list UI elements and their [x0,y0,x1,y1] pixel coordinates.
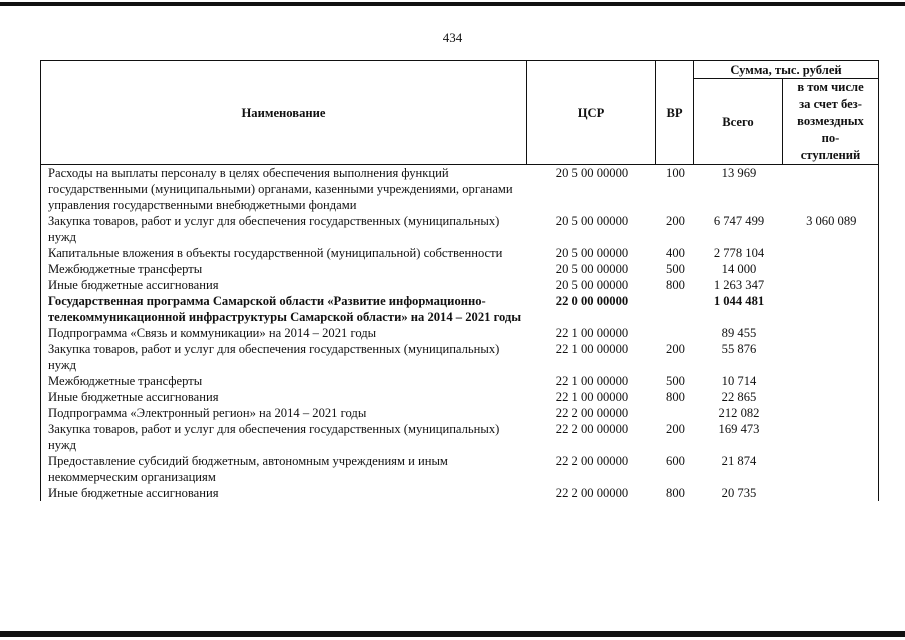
header-csr: ЦСР [527,61,656,165]
row-grant [783,485,879,501]
table-row [41,485,879,501]
row-total: 55 876 [721,342,757,356]
budget-table [40,60,879,501]
row-grant [783,405,879,421]
row-csr: 20 5 00 00000 [555,214,629,228]
row-grant [783,245,879,261]
row-total: 6 747 499 [713,214,765,228]
row-name: Закупка товаров, работ и услуг для обеспечения государственных (муниципальных) нужд [41,341,527,373]
table-row [41,213,879,245]
table-row [41,341,879,373]
bottom-rule [0,631,905,637]
row-total: 1 044 481 [713,294,765,308]
row-total: 169 473 [718,422,760,436]
row-csr: 22 1 00 00000 [555,342,629,356]
row-csr: 20 5 00 00000 [555,262,629,276]
row-vr: 800 [666,278,685,292]
row-name: Расходы на выплаты персоналу в целях обеспечения выполнения функций государственными (муниципальными) органами, казенными учреждениями, органами управления государственными внебюджетными фондами [41,165,527,214]
header-grant-line-2: за счет без- [799,97,862,111]
row-grant [783,325,879,341]
row-vr: 400 [666,246,685,260]
header-grant-line-3: возмездных [797,114,864,128]
row-name: Иные бюджетные ассигнования [41,277,527,293]
row-grant [783,165,879,214]
top-rule [0,2,905,6]
row-grant [783,373,879,389]
row-grant: 3 060 089 [783,213,879,245]
row-vr: 200 [666,214,685,228]
row-csr: 22 1 00 00000 [555,374,629,388]
table-row [41,389,879,405]
row-name: Предоставление субсидий бюджетным, автономным учреждениям и иным некоммерческим организациям [41,453,527,485]
row-total: 2 778 104 [713,246,765,260]
page-number: 434 [442,30,463,45]
header-total: Всего [694,79,783,165]
row-grant [783,277,879,293]
row-total: 22 865 [721,390,757,404]
row-name: Закупка товаров, работ и услуг для обеспечения государственных (муниципальных) нужд [41,421,527,453]
header-grant-line-1: в том числе [797,80,864,94]
header-name: Наименование [41,61,527,165]
table-row [41,325,879,341]
row-total: 212 082 [718,406,760,420]
row-csr: 20 5 00 00000 [555,166,629,180]
row-csr: 22 2 00 00000 [555,406,629,420]
table-row [41,421,879,453]
row-csr: 22 1 00 00000 [555,390,629,404]
row-csr: 20 5 00 00000 [555,246,629,260]
row-vr [656,293,694,325]
row-vr [656,405,694,421]
row-vr: 200 [666,342,685,356]
row-csr: 20 5 00 00000 [555,278,629,292]
table-row [41,245,879,261]
row-name: Межбюджетные трансферты [41,261,527,277]
row-csr: 22 1 00 00000 [555,326,629,340]
header-grant-line-5: ступлений [800,148,861,162]
row-name: Иные бюджетные ассигнования [41,389,527,405]
table-row [41,405,879,421]
row-grant [783,341,879,373]
row-vr [656,325,694,341]
row-total: 21 874 [721,454,757,468]
row-csr: 22 2 00 00000 [555,454,629,468]
row-name: Подпрограмма «Электронный регион» на 2014 – 2021 годы [41,405,527,421]
row-grant [783,421,879,453]
row-grant [783,389,879,405]
table-row [41,453,879,485]
row-vr: 800 [666,390,685,404]
row-name: Закупка товаров, работ и услуг для обеспечения государственных (муниципальных) нужд [41,213,527,245]
row-vr: 200 [666,422,685,436]
table-row [41,165,879,214]
row-total: 10 714 [721,374,757,388]
row-total: 1 263 347 [713,278,765,292]
header-sum: Сумма, тыс. рублей [694,61,879,79]
header-grant [783,79,879,165]
table-row [41,277,879,293]
row-name: Государственная программа Самарской области «Развитие информационно-телекоммуникационной инфраструктуры Самарской области» на 2014 – 2021 годы [41,293,527,325]
table-body [41,165,879,502]
row-name: Иные бюджетные ассигнования [41,485,527,501]
row-vr: 500 [666,374,685,388]
row-csr: 22 0 00 00000 [555,294,629,308]
row-vr: 100 [666,166,685,180]
header-grant-line-4: по- [821,131,840,145]
header-vr: ВР [656,61,694,165]
row-name: Межбюджетные трансферты [41,373,527,389]
row-vr: 800 [666,486,685,500]
table-row [41,373,879,389]
row-csr: 22 2 00 00000 [555,486,629,500]
row-total: 13 969 [721,166,757,180]
row-vr: 600 [666,454,685,468]
row-name: Капитальные вложения в объекты государственной (муниципальной) собственности [41,245,527,261]
row-grant [783,261,879,277]
table-row [41,261,879,277]
row-csr: 22 2 00 00000 [555,422,629,436]
row-total: 89 455 [721,326,757,340]
row-grant [783,453,879,485]
row-vr: 500 [666,262,685,276]
table-row [41,293,879,325]
row-total: 14 000 [721,262,757,276]
row-grant [783,293,879,325]
row-total: 20 735 [721,486,757,500]
row-name: Подпрограмма «Связь и коммуникации» на 2014 – 2021 годы [41,325,527,341]
